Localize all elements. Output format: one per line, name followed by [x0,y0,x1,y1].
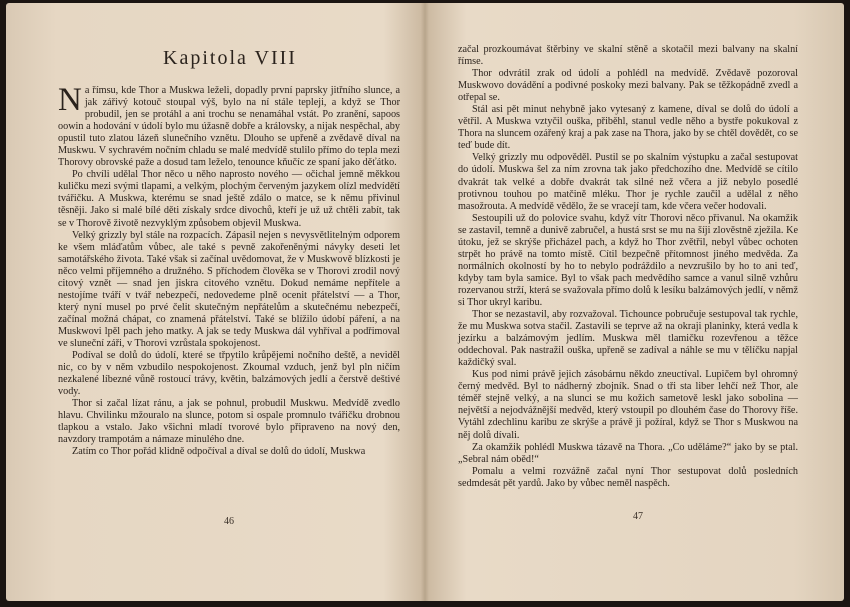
drop-cap: N [58,82,82,118]
paragraph: Velký grizzly mu odpověděl. Pustil se po skalním výstupku a začal sestupovat do údolí. Muskwa šel za ním zrovna tak jako předchozího dne. Medvídě se cítilo dvakrát tak velké a dobře dvakrát tak silné než včera a již nebylo posedlé protivnou touhou po matčině mléku. Thor je rychle zaučil a udělal z něho masožrouta. A medvídě vědělo, že se vracejí tam, kde včera večer hodovali. [458,152,798,212]
page-number: 46 [224,516,234,527]
paragraph: Sestoupili už do polovice svahu, když vítr Thorovi něco přivanul. Na okamžik se zastavil, temně a dunivě zabručel, a hustá srst se mu na šíji zlověstně zježila. Ke útoku, jež se skrýše přicházel pach, a když ho Thor zvětřil, nebyl vůbec ochoten strpět ho právě na tomto místě. Cítil bezpečně přítomnost jiného medvěda. Za normálních okolností by ho to nebylo podráždilo a nevzrušilo by ho to ani teď, kdyby tam byla samice. Byl to však pach medvědího samce a vanul silně vzhůru rozervanou strží, která se svažovala přímo dolů k lesíku balzámových jedlí, v němž si Thor ukryl karibu. [458,212,798,308]
paragraph: Zatím co Thor pořád klidně odpočíval a díval se dolů do údolí, Muskwa [72,446,366,458]
paragraph: začal prozkoumávat štěrbiny ve skalní stěně a skotačil mezi balvany na skalní římse. [458,44,798,68]
chapter-title: Kapitola VIII [163,47,297,69]
paragraph: Thor si začal lízat ránu, a jak se pohnul, probudil Muskwu. Medvídě zvedlo hlavu. Chvilinku mžouralo na slunce, potom si ospale promnulo tvářičku drobnou tlapkou a vstalo. Jako všichni mladí tvorové bylo připraveno na nový den, navzdory trampotám a námaze minulého dne. [58,398,400,446]
paragraph: Stál asi pět minut nehybně jako vytesaný z kamene, díval se dolů do údolí a větřil. A Muskwa vztyčil ouška, přiběhl, stanul vedle něho a bystře pokukoval z Thora na sluncem ozářený kraj a pak zase na Thora, jako by se chtěl dovědět, co se teď bude dít. [458,104,798,152]
paragraph: Podíval se dolů do údolí, které se třpytilo krůpějemi nočního deště, a neviděl nic, co by v něm vzbudilo nespokojenost. Zkoumal vzduch, jenž byl pln ničím nezkalené líbezné vůně rostoucí trávy, květin, balzámových jedlí a čerstvě deštivé vody. [58,350,400,398]
right-page-text [458,44,798,490]
right-page [425,3,844,601]
book-spread [6,3,844,601]
paragraph-text: a římsu, kde Thor a Muskwa leželi, dopadly první paprsky jitřního slunce, a jak zářivý kotouč stoupal výš, bylo na ní stále tepleji, a když se Thor probudil, jen se protáhl a ani trochu se nenamáhal vstát. Po zranění, sapoos oowin a hodování v údolí bylo mu úžasně dobře a královsky, a nijak nespěchal, aby opustil tuto zlatou lázeň slunečního vznětu. Dlouho se upřeně a zvědavě díval na Muskwu. V sychravém nočním chladu se malé medvídě stulilo přímo do tepla mezi Thorovy obrovské paže a dosud tam leželo, tenounce kňučíc ze spaní jako děťátko. [58,85,400,169]
paragraph: Thor se nezastavil, aby rozvažoval. Tichounce pobručuje sestupoval tak rychle, že mu Muskwa sotva stačil. Zastavili se teprve až na okraji planinky, která vedla k jezírku a balzámovým jedlím. Muskwa měl tlamičku rozevřenou a těžce oddechoval. Pak nastražil ouška, upřeně se zadíval a náhle se mu v tělíčku napjal každičký sval. [458,309,798,369]
left-page-text [58,82,400,458]
paragraph: Thor odvrátil zrak od údolí a pohlédl na medvídě. Zvědavě pozoroval Muskwovo dovádění a podivné poskoky mezi balvany. Pak se těžkopádně zvedl a otřepal se. [458,68,798,104]
paragraph [58,82,400,169]
paragraph: Pomalu a velmi rozvážně začal nyní Thor sestupovat dolů posledních sedmdesát pět yardů. Jako by vůbec neměl naspěch. [458,465,798,489]
page-number: 47 [633,511,643,522]
paragraph: Po chvíli udělal Thor něco u něho naprosto nového — očichal jemně měkkou kuličku mezi svými tlapami, a velkým, plochým červeným jazykem olízl medvídětí tvářičku. A Muskwa, kterému se snad ještě zdálo o matce, se k němu přivinul těsněji. Jako si malé bílé děti získaly srdce divochů, kteří je už už chtěli zabít, tak se v Thorově životě nezvyklým způsobem objevil Muskwa. [58,169,400,229]
left-page [6,3,425,601]
paragraph: Kus pod nimi právě jejich zásobárnu někdo zneuctíval. Lupičem byl ohromný černý medvěd. Byl to nádherný zbojník. Snad o tři sta liber lehčí než Thor, ale téměř stejně velký, a na slunci se mu kožich sametově leskl jako sobolina — největší a nejodvážnější medvěd, který vstoupil po dlouhém čase do Thorovy říše. Vytáhl zdechlinu karibu ze skrýše a právě ji požíral, když se Thor s Muskwou na něj dolů dívali. [458,369,798,441]
paragraph: Velký grizzly byl stále na rozpacích. Zápasil nejen s nevysvětlitelným odporem ke všem mláďatům vůbec, ale také s pevně zakořeněnými návyky deseti let samotářského života. Také však si začínal uvědomovat, že v Muskwově blízkosti je něco velmi příjemného a družného. S příchodem člověka se v Thorovi zrodil nový citový vznět — snad jen jiskra citového vznětu. Dokud nemáme nepřítele a nestojíme tváří v tvář nebezpečí, nedovedeme plně ocenit přátelství — a Thor, který nyní musel po prvé čelit skutečným nepřátelům a skutečnému nebezpečí, začínal možná chápat, co znamená přátelství. Také se blížilo údobí páření, a na Muskwovi lpěl pach jeho matky. A jak se tedy Muskwa dál vyhříval a podřimoval ve sluneční záři, v Thorovi vzrůstala spokojenost. [58,229,400,349]
paragraph: Za okamžik pohlédl Muskwa tázavě na Thora. „Co uděláme?“ jako by se ptal. „Sebral nám oběd!“ [458,441,798,465]
